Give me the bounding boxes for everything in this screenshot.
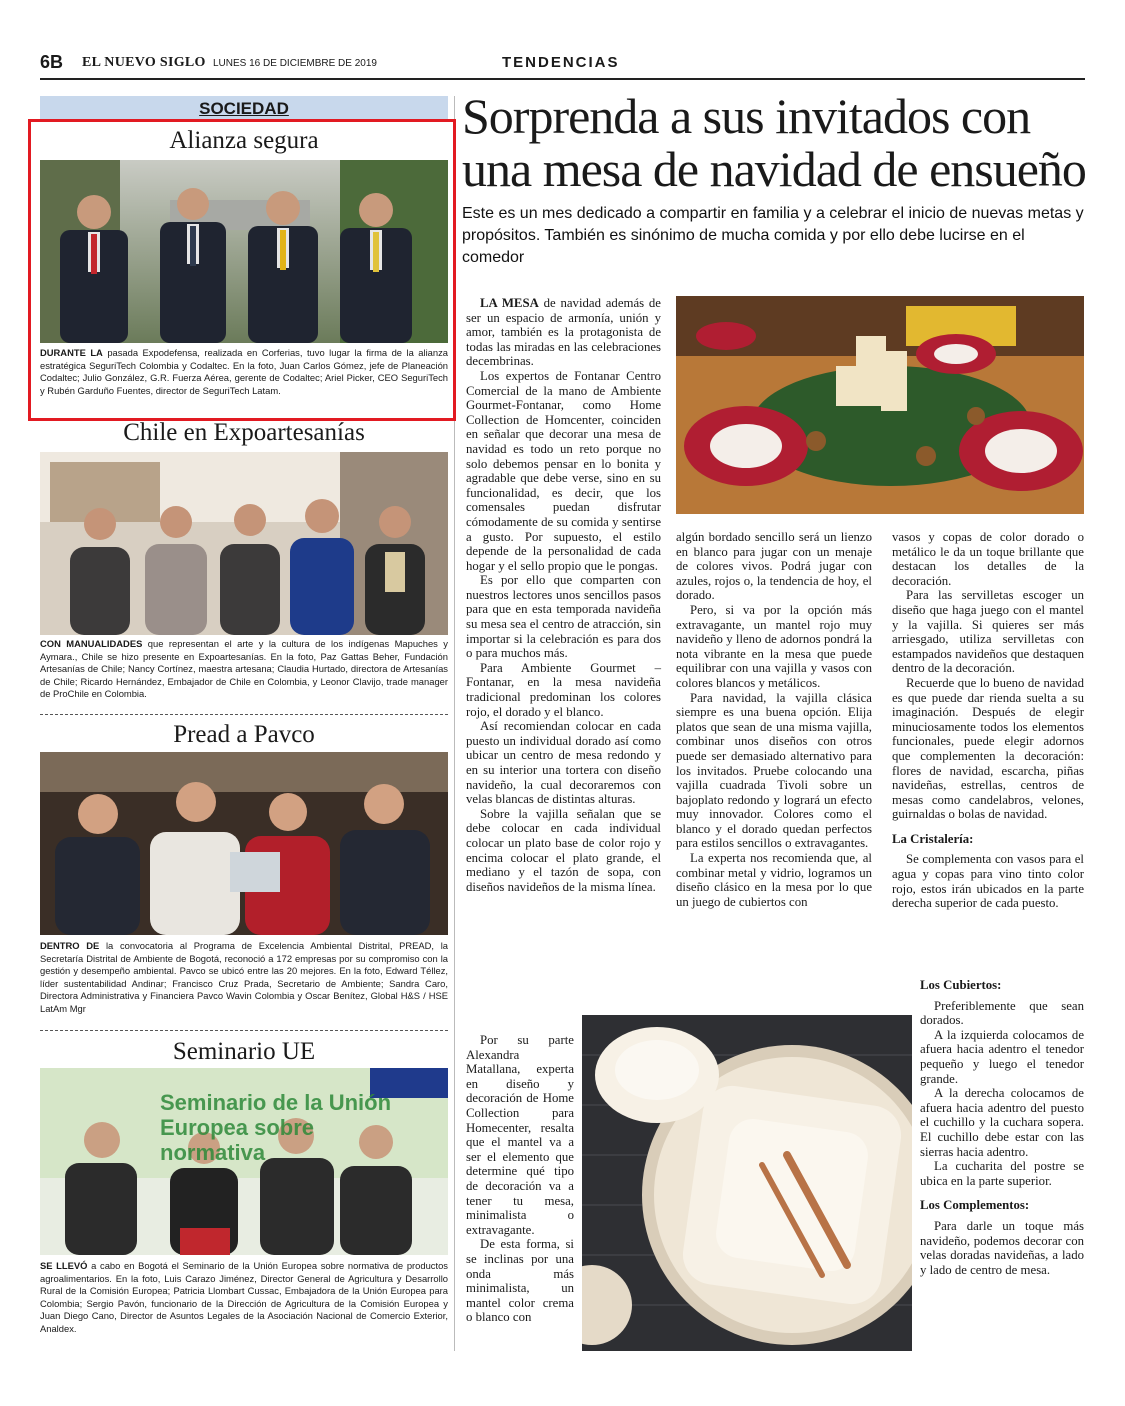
paragraph: Sobre la vajilla señalan que se debe colocar en cada individual colocar un plato base de color rojo y encima colocar el plato grande, el mediano y el tazón de sopa, con diseños navideños de la misma línea. bbox=[466, 806, 661, 894]
paragraph: Preferiblemente que sean dorados. bbox=[920, 998, 1084, 1028]
paragraph: Es por ello que comparten con nuestros lectores unos sencillos pasos para que en esta temporada navideña su mesa sea el centro de atracción, sin importar si la celebración es para dos o para muchos más. bbox=[466, 573, 661, 661]
article-column-3 bbox=[892, 530, 1084, 911]
seminario-title: Seminario UE bbox=[172, 1038, 316, 1065]
subhead-cristaleria: La Cristalería: bbox=[892, 831, 974, 846]
newspaper-name: EL NUEVO SIGLO bbox=[82, 55, 206, 70]
paragraph: De esta forma, si se inclinas por una onda más minimalista, un mantel color crema o blanco con bbox=[466, 1237, 574, 1325]
article-column-2 bbox=[676, 530, 872, 909]
white-plates-photo bbox=[582, 1015, 912, 1351]
paragraph: Para las servilletas escoger un diseño que haga juego con el mantel y la vajilla. Si quieres ser más arriesgado, utiliza servilletas con estampados navideños que destaquen dentro de la decoración. bbox=[892, 588, 1084, 676]
pread-caption-lead: DENTRO DE bbox=[40, 940, 100, 951]
paragraph: Recuerde que lo bueno de navidad es que puede dar rienda suelta a su imaginación. Después de elegir minuciosamente todos los elementos funcionales, puede elegir adornos que complementen la decoración: flores de navidad, escarcha, piñas navideñas, estrellas, centros de mesas como candelabros, velones, guirnaldas o bolas de navidad. bbox=[892, 675, 1084, 822]
article-column-1 bbox=[466, 296, 661, 894]
seminario-caption-lead: SE LLEVÓ bbox=[40, 1260, 88, 1271]
article-column-1-narrow bbox=[466, 1033, 574, 1325]
chile-title: Chile en Expoartesanías bbox=[123, 419, 365, 446]
seminario-caption bbox=[40, 1260, 448, 1336]
paragraph: vasos y copas de color dorado o metálico le da un toque brillante que destacan los detalles de la decoración. bbox=[892, 530, 1084, 588]
alianza-caption-text: pasada Expodefensa, realizada en Corferias, tuvo lugar la firma de la alianza estratégica SeguriTech Colombia y Codaltec. En la foto, Juan Carlos Gómez, jefe de Planeación Codaltec; Julio González, G.R. Fuerza Aérea, gerente de Codaltec; Ariel Picker, CEO SeguriTech y Rubén Garduño Fuentes, director de SeguriTech Latam. bbox=[40, 347, 449, 396]
page-number: 6B bbox=[40, 52, 64, 72]
paragraph: La cucharita del postre se ubica en la parte superior. bbox=[920, 1159, 1084, 1188]
paragraph: de navidad además de ser un espacio de armonía, unión y amor, también es la protagonista de todas las miradas en las celebraciones decembrinas. bbox=[466, 296, 661, 369]
article-deck: Este es un mes dedicado a compartir en familia y a celebrar el inicio de nuevas metas y propósitos. También es sinónimo de mucha comida y por ello debe lucirse en el comedor bbox=[462, 205, 1084, 266]
issue-date: LUNES 16 DE DICIEMBRE DE 2019 bbox=[213, 58, 377, 69]
seminario-caption-text: a cabo en Bogotá el Seminario de la Unión Europea sobre normativa de productos agroalimentarios. En la foto, Luis Carazo Jiménez, Director General de Agricultura y Desarrollo Rural de la Comisión Europea; Patricia Llombart Cussac, Embajadora de la Unión Europea para Colombia; Sergio Pavón, funcionario de la Dirección de Agricultura de la Comisión Europea y Juan Diego Cano, Director de Asuntos Legales de la Asociación Nacional de Comercio Exterior, Analdex. bbox=[40, 1260, 448, 1334]
pread-caption-text: la convocatoria al Programa de Excelencia Ambiental Distrital, PREAD, la Secretaría Distrital de Ambiente de Bogotá, reconoció a 172 empresas por su compromiso con la gestión y desempeño ambiental. Pavco se ubicó entre las 20 mejores. En la foto, Edward Téllez, líder sustentabilidad Andinar; Francisco Cruz Prada, Secretario de Ambiente; Sandra Caro, Directora Administrativa y Financiera Pavco Wavin Colombia y Oscar Benítez, Global H&S / HSE LatAm Mgr bbox=[40, 940, 449, 1014]
paragraph: Para Ambiente Gourmet – Fontanar, en la mesa navideña tradicional predominan los colores rojo, el dorado y el blanco. bbox=[466, 660, 661, 719]
paragraph: Pero, si va por la opción más extravagante, un mantel rojo muy navideño y lleno de adornos pondrá la nota vibrante en la mesa que puede equilibrar con una vajilla y vasos con colores blancos y metálicos. bbox=[676, 602, 872, 690]
society-kicker: SOCIEDAD bbox=[40, 96, 448, 120]
paragraph: Se complementa con vasos para el agua y copas para vino tinto color rojo, estos irán ubicados en la parte derecha superior de cada puesto. bbox=[892, 852, 1084, 911]
paragraph: La experta nos recomienda que, al combinar metal y vidrio, logramos un diseño clásico en la mesa por lo que un juego de cubiertos con bbox=[676, 851, 872, 909]
paragraph: Así recomiendan colocar en cada puesto un individual dorado así como ubicar un centro de mesa redondo y en su interior una tortera con diseño navideño, la cual decoraremos con velas blancas de distintas alturas. bbox=[466, 719, 661, 807]
paragraph: Los expertos de Fontanar Centro Comercial de la mano de Ambiente Gourmet-Fontanar, como Home Collection de Homcenter, coinciden en señalar que decorar una mesa de navidad es todo un reto porque no solo debemos pensar en lo bonita y agradable que debe verse, sino en su funcionalidad, es decir, que los comensales puedan disfrutar cómodamente de su comida y sentirse a gusto. Por supuesto, el estilo depende de la personalidad de cada hogar y el sello propio que le pongas. bbox=[466, 368, 661, 573]
block-separator bbox=[40, 1030, 448, 1031]
seminario-photo bbox=[40, 1068, 448, 1255]
article-headline: Sorprenda a sus invitados con una mesa de navidad de ensueño bbox=[462, 88, 1086, 197]
paragraph: Para darle un toque más navideño, podemos decorar con velas doradas navideñas, a lado y lado de centro de mesa. bbox=[920, 1218, 1084, 1277]
seminario-banner: Seminario de la Unión Europea sobre normativa bbox=[160, 1090, 392, 1165]
article-column-3-narrow bbox=[920, 978, 1084, 1277]
pread-photo bbox=[40, 752, 448, 935]
pread-caption bbox=[40, 940, 448, 1016]
chile-caption-lead: CON MANUALIDADES bbox=[40, 638, 143, 649]
paragraph: Para navidad, la vajilla clásica siempre es una buena opción. Elija platos que sean de una misma vajilla, combinar unos diseños con otros puede ser demasiado alternativo para los invitados. Pruebe colocando una vajilla cuadrada Tivoli sobre un bajoplato redondo y logrará un efecto muy innovador. Colores como el blanco y el dorado quedan perfectos para estilos sencillos o extravagantes. bbox=[676, 690, 872, 851]
subhead-complementos: Los Complementos: bbox=[920, 1198, 1030, 1213]
paragraph: A la derecha colocamos de afuera hacia adentro del puesto el cuchillo y la cuchara sopera. El cuchillo debe estar con las sierras hacia adentro. bbox=[920, 1086, 1084, 1159]
subhead-cubiertos: Los Cubiertos: bbox=[920, 978, 1002, 992]
chile-caption bbox=[40, 638, 448, 701]
chile-caption-text: que representan el arte y la cultura de los indígenas Mapuches y Aymara., Chile se hizo presente en Expoartesanías. En la foto, Paz Gattas Beher, Fundación Artesanías de Chile; Nancy Cortínez, maestra artesana; Claudia Hurtado, directora de Artesanías de Chile; Ricardo Hernández, Embajador de Chile en Colombia, y Leonor Clavijo, trade manager de ProChile en Colombia. bbox=[40, 638, 448, 700]
alianza-title: Alianza segura bbox=[169, 127, 319, 154]
article-lead: LA MESA bbox=[480, 296, 539, 310]
paragraph: Por su parte Alexandra Matallana, experta en diseño y decoración de Home Collection para Homecenter, resalta que el mantel va a ser el elemento que determine qué tipo de decoración va a tener tu mesa, minimalista o extravagante. bbox=[466, 1033, 574, 1237]
paragraph: algún bordado sencillo será un lienzo en blanco para jugar con un menaje de colores vivos. Podrá jugar con azules, rojos o, la tendencia de hoy, el dorado. bbox=[676, 530, 872, 603]
page-header bbox=[40, 52, 1085, 80]
pread-title: Pread a Pavco bbox=[173, 721, 315, 748]
christmas-table-photo bbox=[676, 296, 1084, 514]
block-separator bbox=[40, 714, 448, 715]
section-name: TENDENCIAS bbox=[502, 54, 620, 71]
highlight-box bbox=[28, 119, 456, 421]
chile-photo bbox=[40, 452, 448, 635]
paragraph: A la izquierda colocamos de afuera hacia adentro el tenedor pequeño y luego el tenedor grande. bbox=[920, 1027, 1084, 1086]
alianza-caption-lead: DURANTE LA bbox=[40, 347, 103, 358]
